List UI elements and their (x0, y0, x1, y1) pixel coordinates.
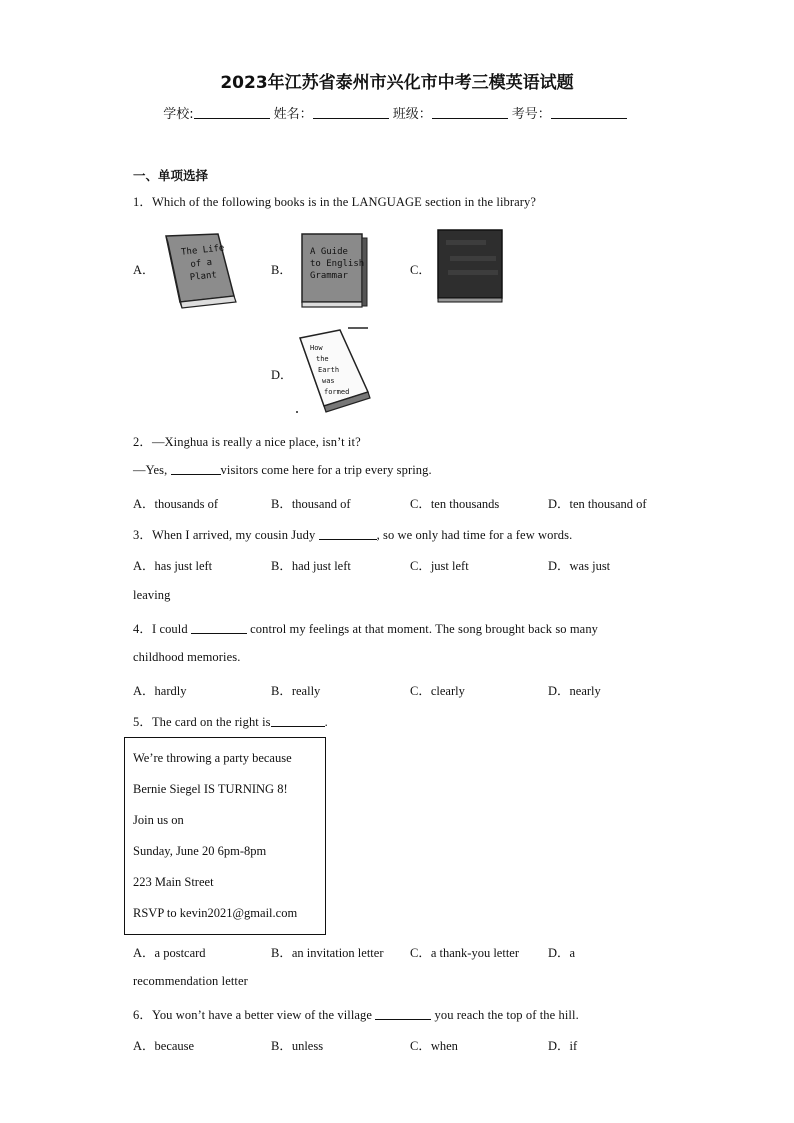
q6-option-a: A．because (133, 1039, 195, 1053)
q6-option-c: C．when (410, 1039, 458, 1053)
student-info-line (0, 103, 794, 122)
q3-text (133, 525, 572, 543)
card-line-3: Join us on (133, 813, 184, 827)
q3-option-d: D．was just (548, 559, 611, 573)
q5-pre: 5．The card on the right is (133, 715, 271, 729)
class-blank (432, 106, 508, 119)
q4-pre: 4．I could (133, 622, 191, 636)
q2-line-2 (133, 463, 432, 478)
q6-blank (375, 1008, 431, 1020)
q3-option-a: A．has just left (133, 559, 213, 573)
q2-option-a: A．thousands of (133, 497, 219, 511)
school-label: 学校: (163, 107, 194, 122)
card-line-1: We’re throwing a party because (133, 751, 292, 765)
q3-post: , so we only had time for a few words. (376, 528, 573, 542)
name-blank (313, 106, 389, 119)
q5-text (133, 712, 328, 730)
q3-option-c: C．just left (410, 559, 469, 573)
class-label: 班级： (392, 107, 432, 122)
q3-option-b: B．had just left (271, 559, 351, 573)
q3-blank (319, 528, 377, 540)
book-d-line-4: was (322, 377, 335, 385)
q2-line-2-post: visitors come here for a trip every spring. (220, 463, 432, 477)
q5-option-b: B．an invitation letter (271, 946, 384, 960)
exam-no-label: 考号： (511, 107, 551, 122)
q2-option-d: D．ten thousand of (548, 497, 647, 511)
q4-line-2: childhood memories. (133, 650, 241, 664)
q4-option-a: A．hardly (133, 684, 187, 698)
book-b-image (296, 230, 372, 310)
q6-option-d: D．if (548, 1039, 578, 1053)
q1-option-b-label: B． (271, 263, 292, 277)
q6-post: you reach the top of the hill. (431, 1008, 579, 1022)
q5-blank (271, 715, 325, 727)
q4-blank (191, 622, 247, 634)
book-d-line-1: How (310, 344, 323, 352)
q6-text (133, 1005, 579, 1023)
q4-option-d: D．nearly (548, 684, 601, 698)
school-blank (194, 106, 270, 119)
book-a-line-3: Plant (189, 270, 218, 284)
book-b-line-2: to English (310, 259, 365, 269)
book-b-line-1: A Guide (310, 247, 348, 257)
book-d-line-5: formed (324, 388, 350, 396)
q5-option-d: D．a (548, 946, 576, 960)
q4-option-b: B．really (271, 684, 321, 698)
q5-option-c: C．a thank-you letter (410, 946, 519, 960)
page-title: 2023年江苏省泰州市兴化市中考三模英语试题 (220, 73, 574, 93)
book-a-line-1: The Life (180, 243, 225, 258)
q4-option-c: C．clearly (410, 684, 465, 698)
q1-option-d-label: D． (271, 368, 293, 382)
q5-option-d-continued: recommendation letter (133, 974, 248, 988)
q4-text (133, 619, 598, 637)
q2-option-c: C．ten thousands (410, 497, 500, 511)
q2-line-1: 2．—Xinghua is really a nice place, isn’t it? (133, 435, 361, 449)
q5-post: . (324, 715, 328, 729)
q2-blank (171, 463, 221, 475)
q5-option-a: A．a postcard (133, 946, 206, 960)
q4-post: control my feelings at that moment. The song brought back so many (246, 622, 599, 636)
book-d-line-3: Earth (318, 366, 340, 374)
q6-pre: 6．You won’t have a better view of the village (133, 1008, 376, 1022)
card-line-2: Bernie Siegel IS TURNING 8! (133, 782, 288, 796)
q6-option-b: B．unless (271, 1039, 324, 1053)
book-d-line-2: the (316, 355, 329, 363)
q2-option-b: B．thousand of (271, 497, 351, 511)
party-card (124, 737, 326, 935)
book-b-line-3: Grammar (310, 271, 348, 281)
book-c-image (432, 226, 508, 306)
card-line-6: RSVP to kevin2021@gmail.com (133, 906, 298, 920)
exam-no-blank (551, 106, 627, 119)
q1-option-c-label: C． (410, 263, 431, 277)
q2-line-2-pre: —Yes, (133, 463, 171, 477)
q1-option-a-label: A． (133, 263, 155, 277)
q3-option-d-continued: leaving (133, 588, 171, 602)
section-title: 一、单项选择 (133, 168, 209, 183)
book-a-line-2: of a (190, 257, 213, 270)
book-d-image (294, 326, 374, 416)
name-label: 姓名： (273, 107, 313, 122)
card-line-5: 223 Main Street (133, 875, 214, 889)
book-a-image (160, 230, 240, 310)
q1-text: 1．Which of the following books is in the LANGUAGE section in the library? (133, 195, 537, 209)
q3-pre: 3．When I arrived, my cousin Judy (133, 528, 319, 542)
card-line-4: Sunday, June 20 6pm-8pm (133, 844, 267, 858)
